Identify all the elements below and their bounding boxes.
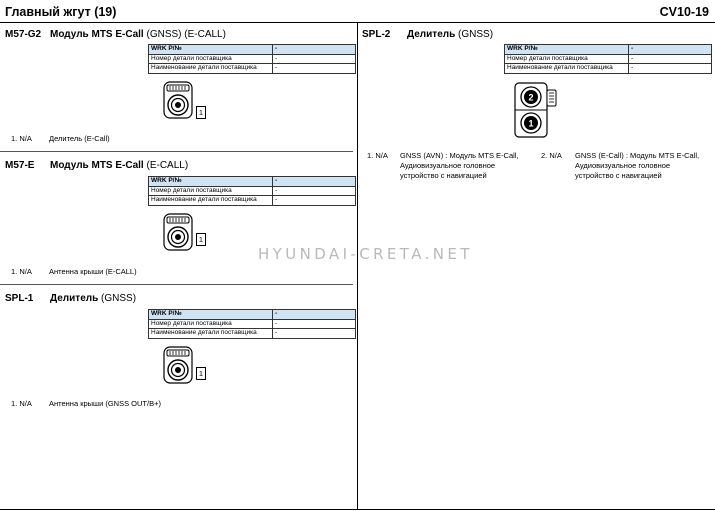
wrk-label: WRK P/№ — [505, 45, 629, 55]
wrk-label: WRK P/№ — [149, 45, 273, 55]
connector-title — [50, 29, 226, 40]
pin-description: Антенна крыши (E-CALL) — [49, 267, 137, 276]
pin-number-label: 1 — [196, 233, 206, 246]
supplier-part-no-value: - — [273, 319, 356, 329]
wrk-label: WRK P/№ — [149, 310, 273, 320]
supplier-part-name-label: Наименование детали поставщика — [149, 196, 273, 206]
connector-icon — [160, 346, 196, 384]
connector-code: M57-E — [5, 160, 35, 171]
part-info-table — [148, 176, 356, 206]
footer-divider — [0, 509, 715, 510]
wrk-label: WRK P/№ — [149, 177, 273, 187]
splitter-connector-icon — [513, 82, 559, 138]
wrk-value: - — [629, 45, 712, 55]
supplier-part-no-value: - — [629, 54, 712, 64]
supplier-part-no-value: - — [273, 186, 356, 196]
pin-row — [367, 151, 527, 183]
connector-title — [50, 160, 188, 171]
connector-title-detail: (E-CALL) — [143, 160, 189, 171]
pin-description-line: GNSS (AVN) : Модуль MTS E-Call, — [400, 151, 519, 160]
pin-1-marker: 1 — [528, 118, 534, 129]
supplier-part-no-label: Номер детали поставщика — [149, 54, 273, 64]
pin-description-line: Аудиовизуальное головное — [575, 161, 671, 170]
connector-code: SPL-2 — [362, 29, 391, 40]
section-divider — [0, 284, 353, 285]
connector-title — [50, 293, 136, 304]
pin-description: Делитель (E-Call) — [49, 134, 110, 143]
pin-number: 1. N/A — [11, 399, 32, 408]
watermark: HYUNDAI-CRETA.NET — [258, 245, 473, 263]
supplier-part-no-value: - — [273, 54, 356, 64]
pin-description-line: GNSS (E-Call) : Модуль MTS E-Call, — [575, 151, 700, 160]
pin-description-line: устройство с навигацией — [575, 171, 662, 180]
wrk-value: - — [273, 45, 356, 55]
pin-number: 1. N/A — [11, 134, 32, 143]
connector-title-detail: (GNSS) — [98, 293, 137, 304]
part-info-table — [148, 44, 356, 74]
page-code: CV10-19 — [659, 5, 709, 19]
connector-title-main: Модуль MTS E-Call — [50, 160, 144, 171]
connector-title-detail: (GNSS) (E-CALL) — [143, 29, 226, 40]
wrk-value: - — [273, 310, 356, 320]
column-divider — [357, 23, 358, 509]
connector-title — [407, 29, 493, 40]
pin-number-label: 1 — [196, 367, 206, 380]
part-info-table — [504, 44, 712, 74]
supplier-part-name-value: - — [273, 196, 356, 206]
pin-description-line: устройство с навигацией — [400, 171, 487, 180]
connector-title-main: Модуль MTS E-Call — [50, 29, 144, 40]
pin-row — [541, 151, 711, 183]
supplier-part-name-value: - — [273, 329, 356, 339]
wrk-value: - — [273, 177, 356, 187]
supplier-part-no-label: Номер детали поставщика — [149, 319, 273, 329]
supplier-part-name-value: - — [273, 64, 356, 74]
section-divider — [0, 151, 353, 152]
pin-description-line: Аудиовизуальное головное — [400, 161, 496, 170]
connector-icon — [160, 213, 196, 251]
page-title: Главный жгут (19) — [5, 5, 117, 19]
part-info-table — [148, 309, 356, 339]
pin-description: Антенна крыши (GNSS OUT/B+) — [49, 399, 161, 408]
pin-number: 1. N/A — [11, 267, 32, 276]
supplier-part-name-value: - — [629, 64, 712, 74]
connector-icon — [160, 81, 196, 119]
connector-code: SPL-1 — [5, 293, 34, 304]
supplier-part-no-label: Номер детали поставщика — [505, 54, 629, 64]
pin-number-label: 1 — [196, 106, 206, 119]
pin-number: 2. N/A — [541, 151, 562, 160]
pin-2-marker: 2 — [528, 92, 534, 103]
pin-number: 1. N/A — [367, 151, 388, 160]
connector-title-main: Делитель — [407, 29, 456, 40]
supplier-part-name-label: Наименование детали поставщика — [505, 64, 629, 74]
connector-title-detail: (GNSS) — [455, 29, 494, 40]
connector-title-main: Делитель — [50, 293, 99, 304]
supplier-part-name-label: Наименование детали поставщика — [149, 64, 273, 74]
connector-code: M57-G2 — [5, 29, 42, 40]
supplier-part-name-label: Наименование детали поставщика — [149, 329, 273, 339]
supplier-part-no-label: Номер детали поставщика — [149, 186, 273, 196]
